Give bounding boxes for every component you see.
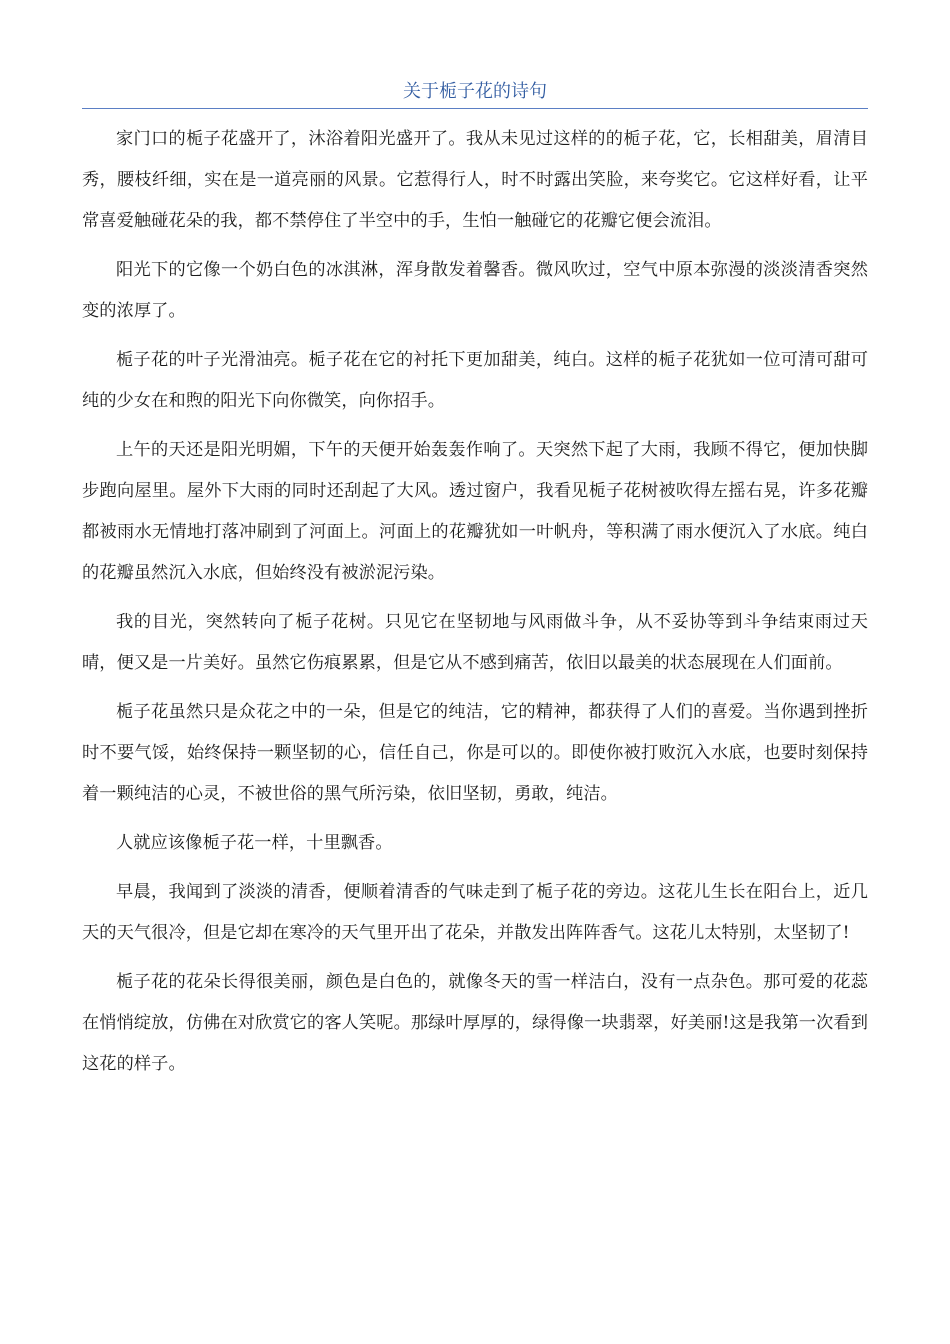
paragraph: 栀子花虽然只是众花之中的一朵，但是它的纯洁，它的精神，都获得了人们的喜爱。当你遇到挫折时不要气馁，始终保持一颗坚韧的心，信任自己，你是可以的。即使你被打败沉入水底，也要时刻保持着一颗纯洁的心灵，不被世俗的黑气所污染，依旧坚韧，勇敢，纯洁。 <box>82 702 868 804</box>
paragraph: 阳光下的它像一个奶白色的冰淇淋，浑身散发着馨香。微风吹过，空气中原本弥漫的淡淡清香突然变的浓厚了。 <box>82 260 868 321</box>
document-title: 关于栀子花的诗句 <box>82 78 868 109</box>
paragraph: 早晨，我闻到了淡淡的清香，便顺着清香的气味走到了栀子花的旁边。这花儿生长在阳台上，近几天的天气很冷，但是它却在寒冷的天气里开出了花朵，并散发出阵阵香气。这花儿太特别，太坚韧了! <box>82 882 868 943</box>
paragraph: 人就应该像栀子花一样，十里飘香。 <box>116 833 393 853</box>
document-body <box>82 119 868 1085</box>
paragraph: 家门口的栀子花盛开了，沐浴着阳光盛开了。我从未见过这样的的栀子花，它，长相甜美，眉清目秀，腰枝纤细，实在是一道亮丽的风景。它惹得行人，时不时露出笑脸，来夸奖它。它这样好看，让平常喜爱触碰花朵的我，都不禁停住了半空中的手，生怕一触碰它的花瓣它便会流泪。 <box>82 129 868 231</box>
document-page <box>82 78 868 1093</box>
paragraph: 我的目光，突然转向了栀子花树。只见它在坚韧地与风雨做斗争，从不妥协等到斗争结束雨过天晴，便又是一片美好。虽然它伤痕累累，但是它从不感到痛苦，依旧以最美的状态展现在人们面前。 <box>82 612 868 673</box>
paragraph: 栀子花的叶子光滑油亮。栀子花在它的衬托下更加甜美，纯白。这样的栀子花犹如一位可清可甜可纯的少女在和煦的阳光下向你微笑，向你招手。 <box>82 350 868 411</box>
paragraph: 上午的天还是阳光明媚，下午的天便开始轰轰作响了。天突然下起了大雨，我顾不得它，便加快脚步跑向屋里。屋外下大雨的同时还刮起了大风。透过窗户，我看见栀子花树被吹得左摇右晃，许多花瓣都被雨水无情地打落冲刷到了河面上。河面上的花瓣犹如一叶帆舟，等积满了雨水便沉入了水底。纯白的花瓣虽然沉入水底，但始终没有被淤泥污染。 <box>82 440 868 583</box>
paragraph: 栀子花的花朵长得很美丽，颜色是白色的，就像冬天的雪一样洁白，没有一点杂色。那可爱的花蕊在悄悄绽放，仿佛在对欣赏它的客人笑呢。那绿叶厚厚的，绿得像一块翡翠，好美丽!这是我第一次看到这花的样子。 <box>82 972 868 1074</box>
